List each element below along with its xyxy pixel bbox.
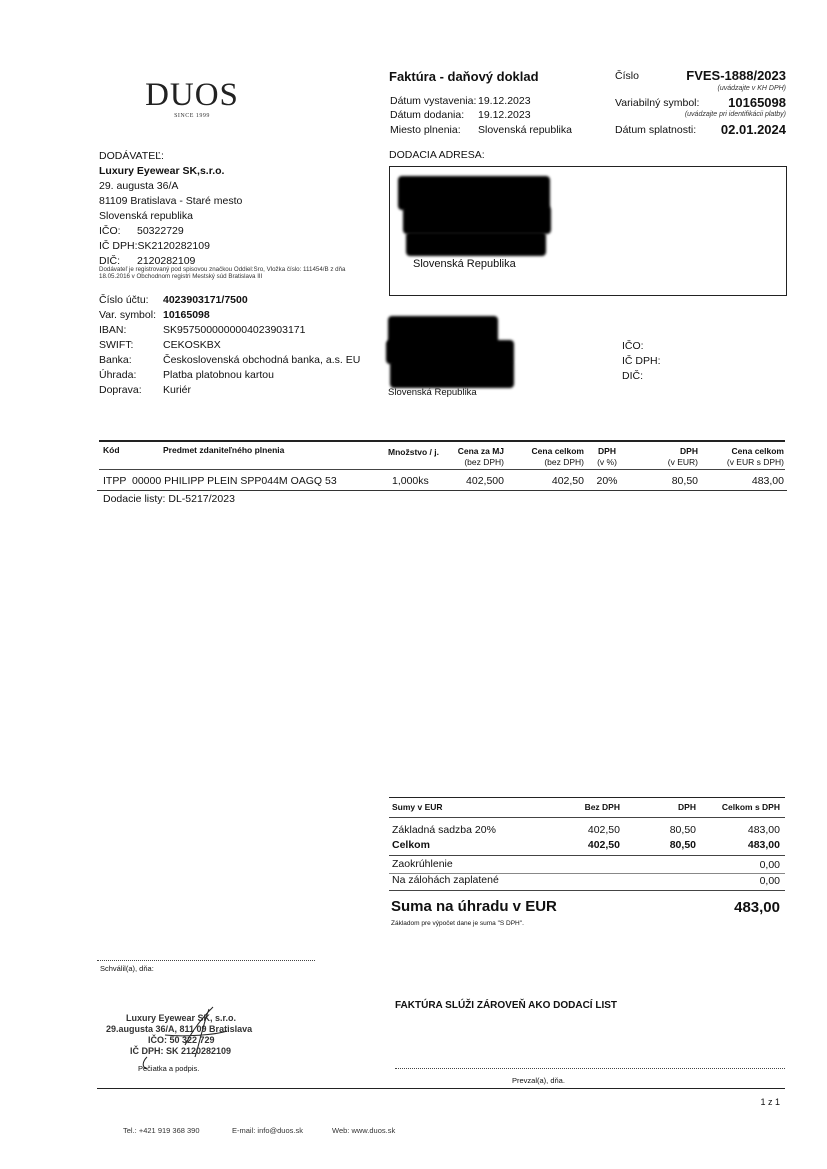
page-number: 1 z 1 [760, 1097, 780, 1107]
delivery-country: Slovenská Republika [413, 258, 516, 270]
delivery-date-value: 19.12.2023 [478, 109, 531, 121]
place-row [390, 124, 572, 136]
logo-since: SINCE 1999 [174, 113, 210, 119]
transport-row [99, 383, 191, 397]
company-logo [141, 78, 243, 119]
bank-row [99, 353, 360, 367]
summary-col-base: Bez DPH [584, 802, 620, 812]
summary-total-base: 402,50 [587, 839, 620, 851]
supplier-ico-label: IČO: [99, 225, 121, 237]
redaction-block [390, 360, 514, 388]
cell-total: 402,50 [551, 475, 584, 487]
th-code: Kód [103, 445, 120, 455]
issue-date-row [390, 95, 531, 107]
redaction-block [403, 206, 551, 234]
supplier-ico-row [99, 224, 184, 238]
summary-rate-vat: 80,50 [669, 824, 696, 836]
summary-rate-total: 483,00 [747, 824, 780, 836]
invoice-title: Faktúra - daňový doklad [389, 69, 539, 84]
place-value: Slovenská republika [478, 124, 572, 136]
summary-bottom-line [389, 890, 785, 891]
cell-vat: 80,50 [671, 475, 698, 487]
customer-dic-label: DIČ: [622, 370, 643, 382]
footer-web: Web: www.duos.sk [332, 1126, 396, 1135]
supplier-city: 81109 Bratislava - Staré mesto [99, 195, 243, 207]
swift-row [99, 338, 221, 352]
register-note: Dodávateľ je registrovaný pod spisovou značkou Oddiel:Sro, Vložka číslo: 111454/B z dňa 18.05.2016 v Obchodnom registri Mestský súd Bratislava III [99, 266, 346, 280]
pay-varsym-row [99, 308, 210, 322]
th-subject: Predmet zdaniteľného plnenia [163, 445, 285, 455]
footer-email: E-mail: info@duos.sk [232, 1126, 303, 1135]
received-dotted-line [395, 1068, 785, 1069]
summary-heading: Sumy v EUR [392, 802, 443, 812]
cell-vat-rate: 20% [596, 475, 618, 487]
cell-qty: 1,000ks [392, 475, 429, 487]
varsym-label: Variabilný symbol: [615, 97, 700, 109]
th-total-vat: Cena celkom [731, 446, 784, 456]
issue-date-value: 19.12.2023 [478, 95, 531, 107]
summary-top-line [389, 797, 785, 798]
summary-mid-line [389, 855, 785, 856]
th-total: Cena celkom [531, 446, 584, 456]
th-total-group [512, 446, 584, 468]
varsym-value: 10165098 [728, 95, 786, 110]
transport-value: Kuriér [163, 384, 192, 396]
th-qty: Množstvo / j. [388, 447, 439, 457]
supplier-heading: DODÁVATEĽ: [99, 150, 164, 162]
varsym-note: (uvádzajte pri identifikácii platby) [684, 111, 786, 118]
iban-value: SK9575000000004023903171 [163, 324, 306, 336]
stamp-label: Pečiatka a podpis. [138, 1064, 200, 1073]
amount-due-value: 483,00 [734, 899, 780, 916]
customer-country: Slovenská Republika [388, 387, 477, 398]
summary-total-vat: 80,50 [669, 839, 696, 851]
delivery-address-heading: DODACIA ADRESA: [389, 149, 485, 161]
approved-label: Schválil(a), dňa: [100, 964, 154, 973]
stamp-address: 29.augusta 36/A, 811 09 Bratislava [106, 1024, 253, 1034]
invoice-number-value: FVES-1888/2023 [686, 68, 786, 83]
th-vat-sub: (v EUR) [667, 457, 698, 467]
pay-varsym-value: 10165098 [163, 309, 210, 321]
footer-line [97, 1088, 785, 1089]
place-label: Miesto plnenia: [390, 124, 461, 136]
supplier-dic-label: DIČ: [99, 255, 120, 267]
cell-code: ITPP [103, 475, 127, 487]
footer-tel: Tel.: +421 919 368 390 [123, 1126, 200, 1135]
th-vat-rate: DPH [598, 446, 616, 456]
th-vat-group [640, 446, 698, 468]
invoice-number-note: (uvádzajte v KH DPH) [717, 85, 786, 92]
th-vat-rate-group [592, 446, 622, 468]
table-bottom-line [97, 490, 787, 491]
due-date-value: 02.01.2024 [720, 122, 786, 137]
th-total-vat-group [704, 446, 784, 468]
table-row [0, 475, 827, 491]
account-row [99, 293, 248, 307]
supplier-street: 29. augusta 36/A [99, 180, 179, 192]
supplier-ico-value: 50322729 [137, 225, 184, 237]
pay-varsym-label: Var. symbol: [99, 309, 156, 321]
supplier-country: Slovenská republika [99, 210, 193, 222]
delivery-date-row [390, 109, 531, 121]
summary-col-vat: DPH [678, 802, 696, 812]
swift-value: CEKOSKBX [163, 339, 221, 351]
received-label: Prevzal(a), dňa. [512, 1076, 565, 1085]
rounding-label: Zaokrúhlenie [392, 858, 453, 870]
swift-label: SWIFT: [99, 339, 134, 351]
stamp-ico: IČO: 50 322 729 [148, 1035, 215, 1045]
th-unit-price-sub: (bez DPH) [464, 457, 504, 467]
account-value: 4023903171/7500 [163, 294, 248, 306]
redaction-block [406, 232, 546, 256]
redaction-block [398, 176, 550, 210]
th-total-vat-sub: (v EUR s DPH) [726, 457, 784, 467]
customer-ico-label: IČO: [622, 340, 644, 352]
invoice-number-label: Číslo [615, 70, 639, 82]
summary-rate-label: Základná sadzba 20% [392, 824, 496, 836]
customer-icdph-label: IČ DPH: [622, 355, 661, 367]
amount-due-note: Základom pre výpočet dane je suma "S DPH". [391, 920, 524, 927]
th-total-sub: (bez DPH) [544, 457, 584, 467]
supplier-icdph: IČ DPH:SK2120282109 [99, 240, 210, 252]
method-row [99, 368, 274, 382]
rounding-value: 0,00 [759, 859, 780, 871]
delivery-note-text: FAKTÚRA SLÚŽI ZÁROVEŇ AKO DODACÍ LIST [395, 1000, 618, 1011]
summary-header-line [389, 817, 785, 818]
summary-total-label: Celkom [392, 839, 430, 851]
th-vat: DPH [680, 446, 698, 456]
method-value: Platba platobnou kartou [163, 369, 274, 381]
approved-dotted-line [97, 960, 315, 961]
summary-col-total: Celkom s DPH [721, 802, 780, 812]
account-label: Číslo účtu: [99, 294, 149, 306]
bank-label: Banka: [99, 354, 132, 366]
cell-unit-price: 402,500 [466, 475, 504, 487]
th-vat-rate-sub: (v %) [597, 457, 617, 467]
advance-value: 0,00 [759, 875, 780, 887]
transport-label: Doprava: [99, 384, 142, 396]
amount-due-label: Suma na úhradu v EUR [391, 898, 557, 915]
method-label: Úhrada: [99, 369, 137, 381]
stamp-name: Luxury Eyewear SK, s.r.o. [126, 1013, 237, 1023]
issue-date-label: Dátum vystavenia: [390, 95, 477, 107]
supplier-dic-value: 2120282109 [137, 255, 196, 267]
cell-subject: 00000 PHILIPP PLEIN SPP044M OAGQ 53 [132, 475, 337, 487]
bank-value: Československá obchodná banka, a.s. EU [163, 354, 361, 366]
delivery-date-label: Dátum dodania: [390, 109, 465, 121]
delivery-notes: Dodacie listy: DL-5217/2023 [103, 493, 235, 505]
due-date-label: Dátum splatnosti: [615, 124, 697, 136]
cell-total-vat: 483,00 [751, 475, 784, 487]
supplier-name: Luxury Eyewear SK,s.r.o. [99, 165, 225, 177]
iban-label: IBAN: [99, 324, 127, 336]
stamp-icdph: IČ DPH: SK 2120282109 [130, 1046, 232, 1056]
table-top-line [99, 440, 785, 442]
th-unit-price-group [440, 446, 504, 468]
advance-label: Na zálohách zaplatené [392, 874, 499, 886]
th-unit-price: Cena za MJ [457, 446, 504, 456]
table-header-line [99, 469, 785, 470]
iban-row [99, 323, 305, 337]
summary-total-total: 483,00 [747, 839, 780, 851]
logo-text: DUOS [145, 77, 239, 113]
summary-rate-base: 402,50 [587, 824, 620, 836]
